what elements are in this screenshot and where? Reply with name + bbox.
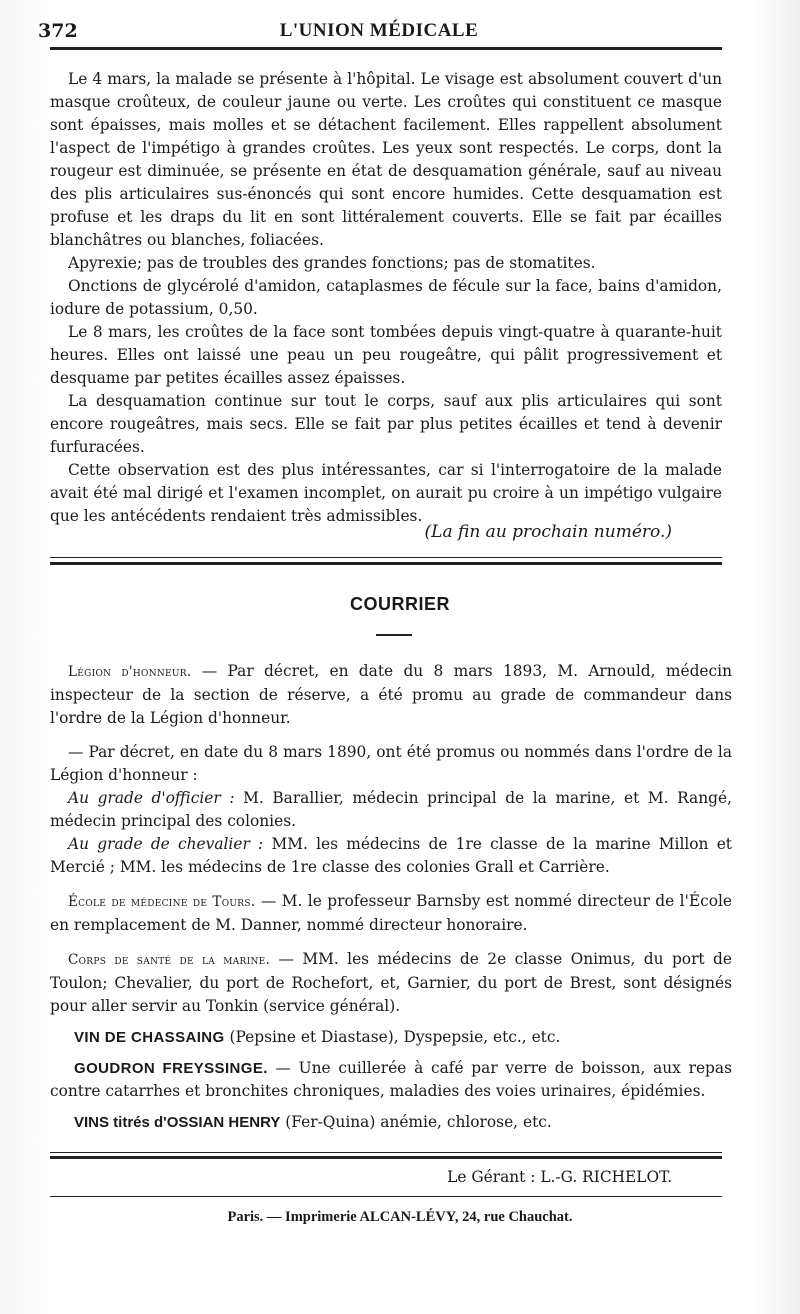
ad-product-name: VIN DE CHASSAING: [74, 1029, 225, 1046]
journal-title: L'UNION MÉDICALE: [279, 20, 479, 41]
marine-text: — MM. les médecins de 2e classe Onimus, du port de Toulon; Chevalier, du port de Rochefort, et, Garnier, du port de Brest, sont désignés pour aller servir au Tonkin (service général).: [50, 950, 732, 1015]
officier-text: M. Barallier, médecin principal de la marine, et M. Rangé, médecin principal des colonies.: [50, 789, 732, 830]
ad-product-name: VINS titrés d'OSSIAN HENRY: [74, 1114, 281, 1131]
imprint-line: Paris. — Imprimerie ALCAN-LÉVY, 24, rue Chauchat.: [227, 1209, 573, 1225]
ad-item: [50, 1057, 732, 1103]
section-rule-bottom: [50, 562, 722, 565]
ad-text: (Fer-Quina) anémie, chlorose, etc.: [280, 1113, 552, 1131]
gerant-line: Le Gérant : L.-G. RICHELOT.: [447, 1168, 672, 1186]
officier-paragraph: [50, 787, 732, 833]
header-rule: [50, 47, 722, 50]
footer-rule-thick: [50, 1156, 722, 1159]
courrier-section: [50, 660, 732, 1029]
page-number: 372: [38, 20, 78, 42]
section-title: COURRIER: [349, 594, 450, 614]
tours-text: — M. le professeur Barnsby est nommé directeur de l'École en remplacement de M. Danner, nommé directeur honoraire.: [50, 892, 732, 934]
continued-note: (La fin au prochain numéro.): [424, 522, 672, 542]
advertisements: [50, 1026, 732, 1142]
article-paragraph: Cette observation est des plus intéressantes, car si l'interrogatoire de la malade avait été mal dirigé et l'examen incomplet, on aurait pu croire à un impétigo vulgaire que les antécédents rendaient très admissibles.: [50, 461, 722, 525]
marine-paragraph: [50, 948, 732, 1018]
ad-product-name: GOUDRON FREYSSINGE.: [74, 1060, 268, 1077]
ad-item: [50, 1026, 732, 1049]
section-rule-top: [50, 557, 722, 558]
decret-paragraph: — Par décret, en date du 8 mars 1890, ont été promus ou nommés dans l'ordre de la Légion d'honneur :: [50, 743, 732, 784]
chevalier-paragraph: [50, 833, 732, 879]
article-paragraph: Le 8 mars, les croûtes de la face sont tombées depuis vingt-quatre à quarante-huit heures. Elles ont laissé une peau un peu rougeâtre, qui pâlit progressivement et desquame par petites écailles assez épaisses.: [50, 323, 722, 387]
legion-paragraph: [50, 660, 732, 730]
article-paragraph: Apyrexie; pas de troubles des grandes fonctions; pas de stomatites.: [68, 254, 596, 272]
tours-paragraph: [50, 890, 732, 937]
legion-text: — Par décret, en date du 8 mars 1893, M. Arnould, médecin inspecteur de la section de réserve, a été promu au grade de commandeur dans l'ordre de la Légion d'honneur.: [50, 662, 732, 727]
tours-label: École de médecine de Tours.: [68, 894, 256, 910]
article-paragraph: Le 4 mars, la malade se présente à l'hôpital. Le visage est absolument couvert d'un masque croûteux, de couleur jaune ou verte. Les croûtes qui constituent ce masque sont épaisses, mais molles et se détachent facilement. Elles rappellent absolument l'aspect de l'impétigo à grandes croûtes. Les yeux sont respectés. Le corps, dont la rougeur est diminuée, se présente en état de desquamation générale, sauf au niveau des plis articulaires sus-énoncés qui sont encore humides. Cette desquamation est profuse et les draps du lit en sont littéralement couverts. Elle se fait par écailles blanchâtres ou blanches, foliacées.: [50, 70, 722, 249]
article-body: [50, 68, 722, 528]
title-underline: [376, 634, 412, 636]
imprint-rule: [50, 1196, 722, 1197]
chevalier-text: MM. les médecins de 1re classe de la marine Millon et Mercié ; MM. les médecins de 1re classe des colonies Grall et Carrière.: [50, 835, 732, 876]
footer-rule-top: [50, 1152, 722, 1153]
article-paragraph: Onctions de glycérolé d'amidon, cataplasmes de fécule sur la face, bains d'amidon, iodure de potassium, 0,50.: [50, 277, 722, 318]
page-header: [38, 10, 720, 46]
chevalier-label: Au grade de chevalier :: [68, 835, 264, 853]
officier-label: Au grade d'officier :: [68, 789, 235, 807]
ad-text: — Une cuillerée à café par verre de boisson, aux repas contre catarrhes et bronchites chroniques, maladies des voies urinaires, épidémies.: [50, 1059, 732, 1100]
article-paragraph: La desquamation continue sur tout le corps, sauf aux plis articulaires qui sont encore rougeâtres, mais secs. Elle se fait par plus petites écailles et tend à devenir furfuracées.: [50, 392, 722, 456]
marine-label: Corps de santé de la marine.: [68, 952, 271, 968]
legion-label: Légion d'honneur.: [68, 664, 192, 680]
ad-text: (Pepsine et Diastase), Dyspepsie, etc., etc.: [224, 1028, 561, 1046]
ad-item: [50, 1111, 732, 1134]
